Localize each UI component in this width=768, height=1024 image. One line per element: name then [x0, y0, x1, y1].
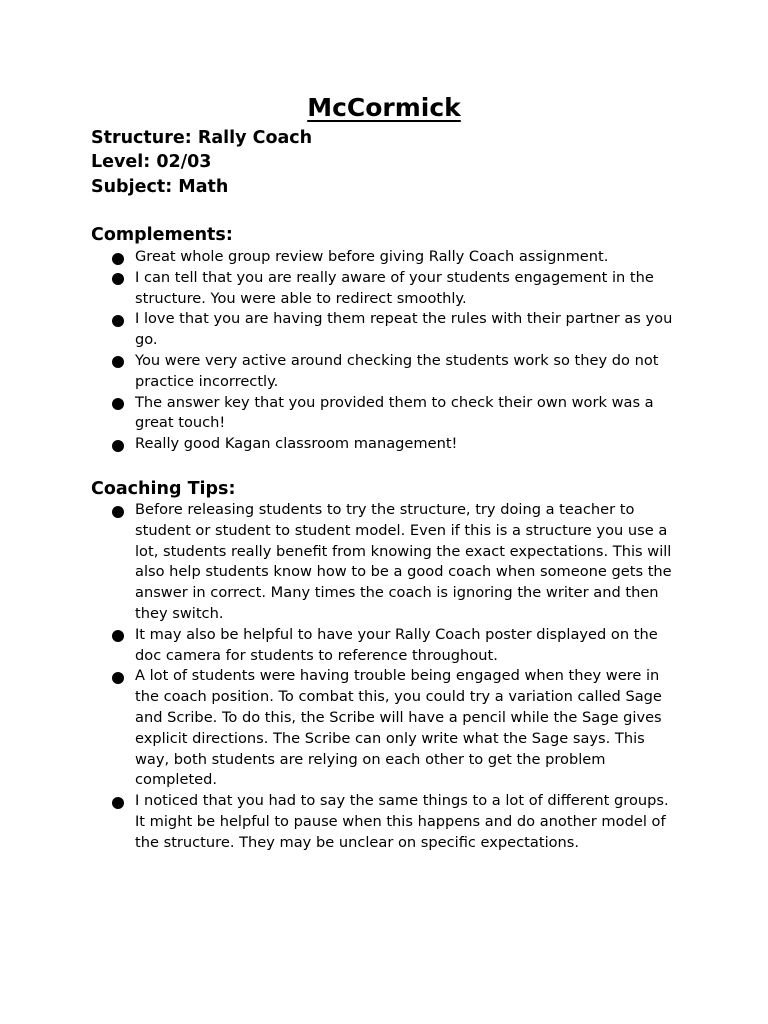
coaching-tips-heading: Coaching Tips: [91, 479, 236, 499]
list-item-text: I noticed that you had to say the same things to a lot of different groups. It might be helpful to pause when this happens and do another model of the structure. They may be unclear on specific expectations. [135, 792, 669, 851]
bullet-icon [112, 672, 124, 684]
list-item [0, 666, 680, 791]
level-line: Level: 02/03 [91, 152, 212, 173]
bullet-icon [112, 315, 124, 327]
list-item-text: Really good Kagan classroom management! [135, 435, 458, 453]
list-item [0, 500, 680, 625]
list-item-text: A lot of students were having trouble being engaged when they were in the coach position. To combat this, you could try a variation called Sage and Scribe. To do this, the Scribe will have a pencil while the Sage gives explicit directions. The Scribe can only write what the Sage says. This way, both students are relying on each other to get the problem completed. [135, 667, 662, 789]
list-item-text: The answer key that you provided them to check their own work was a great touch! [135, 393, 654, 432]
list-item-text: Great whole group review before giving Rally Coach assignment. [135, 248, 609, 265]
subject-line: Subject: Math [91, 176, 229, 197]
bullet-icon [112, 506, 124, 518]
bullet-icon [112, 273, 124, 285]
bullet-icon [112, 253, 124, 265]
list-item [0, 434, 680, 455]
list-item-text: I can tell that you are really aware of your students engagement in the structure. You were able to redirect smoothly. [135, 268, 654, 307]
bullet-icon [112, 440, 124, 452]
list-item-text: Before releasing students to try the structure, try doing a teacher to student or student to student model. Even if this is a structure you use a lot, students really benefit from knowing the exact expectations. This will also help students know how to be a good coach when someone gets the answer in correct. Many times the coach is ignoring the writer and then they switch. [135, 501, 672, 622]
list-item [0, 351, 680, 393]
page-title: McCormick [307, 93, 461, 122]
list-item-text: I love that you are having them repeat the rules with their partner as you go. [135, 310, 673, 349]
complements-list [0, 247, 680, 455]
document-meta [91, 126, 312, 199]
list-item [0, 393, 680, 435]
page-title-container [0, 91, 768, 125]
list-item-text: You were very active around checking the students work so they do not practice incorrectly. [135, 351, 659, 390]
list-item [0, 791, 680, 853]
list-item [0, 625, 680, 667]
bullet-icon [112, 797, 124, 809]
bullet-icon [112, 356, 124, 368]
coaching-tips-list [0, 500, 680, 854]
list-item [0, 247, 680, 268]
structure-line: Structure: Rally Coach [91, 128, 313, 148]
bullet-icon [112, 398, 124, 410]
complements-heading: Complements: [91, 225, 233, 245]
list-item-text: It may also be helpful to have your Rally Coach poster displayed on the doc camera for students to reference throughout. [135, 625, 658, 664]
bullet-icon [112, 630, 124, 642]
list-item [0, 309, 680, 351]
list-item [0, 268, 680, 310]
